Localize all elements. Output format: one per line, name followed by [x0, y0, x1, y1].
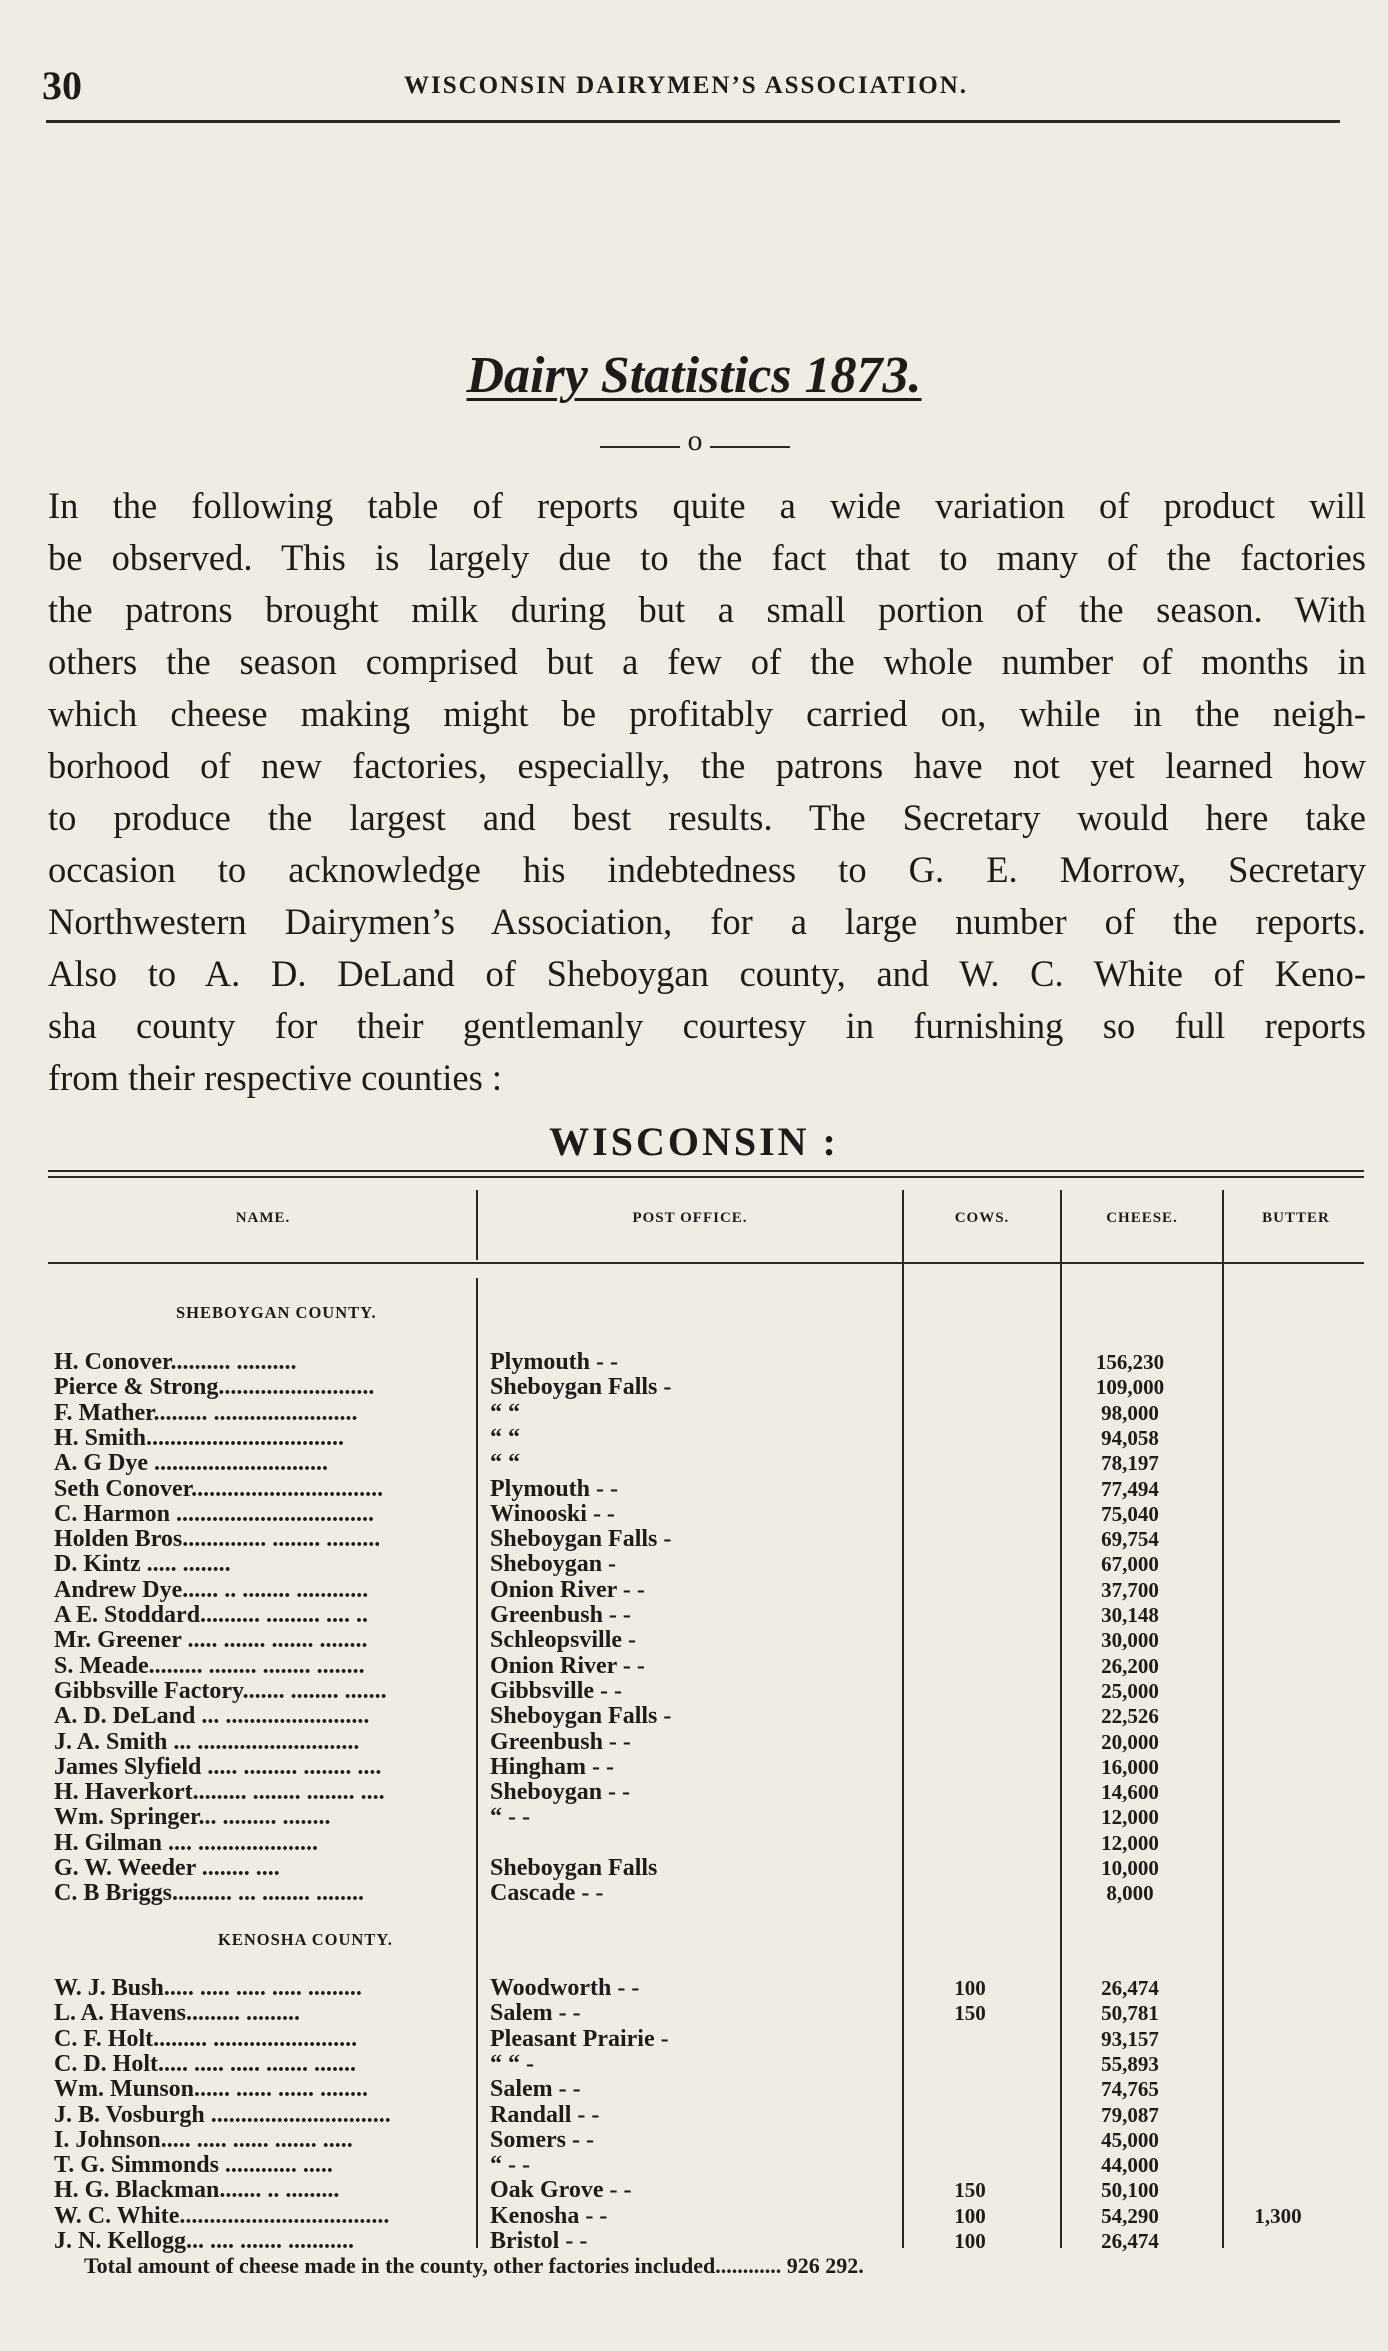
cell-post-office: Plymouth - -	[490, 1475, 618, 1502]
cell-name: Gibbsville Factory....... ........ .......	[54, 1678, 387, 1704]
cell-cheese: 98,000	[1101, 1400, 1159, 1425]
table-row	[50, 1375, 1350, 1400]
cell-name: H. Gilman .... ....................	[54, 1830, 319, 1856]
ornament-line-right	[710, 446, 790, 448]
table-row	[50, 1856, 1350, 1881]
table-row	[50, 1805, 1350, 1830]
intro-line: the patrons brought milk during but a small portion of the season. With	[48, 589, 1366, 630]
cell-post-office: Gibbsville - -	[490, 1677, 623, 1704]
cell-post-office: Greenbush - -	[490, 1602, 631, 1628]
table-row	[50, 1401, 1350, 1426]
running-head	[36, 62, 1336, 112]
cell-cheese: 44,000	[1101, 2153, 1159, 2178]
cell-name: C. Harmon .................................	[54, 1501, 374, 1527]
table-row	[50, 1780, 1350, 1805]
cell-post-office: “ - -	[490, 1804, 530, 1831]
header-rule	[46, 120, 1340, 123]
cell-cheese: 54,290	[1101, 2203, 1159, 2228]
table-row	[50, 1552, 1350, 1577]
table-row	[50, 1679, 1350, 1704]
cell-cheese: 79,087	[1101, 2102, 1159, 2127]
cell-post-office: Schleopsville -	[490, 1627, 637, 1654]
state-heading: WISCONSIN :	[549, 1119, 839, 1164]
cell-post-office: Sheboygan -	[490, 1551, 617, 1578]
ornament-o: o	[687, 424, 703, 457]
cell-name: Mr. Greener ..... ....... ....... ........	[54, 1628, 368, 1654]
cell-post-office: Salem - -	[490, 2000, 581, 2027]
intro-paragraph	[48, 480, 1366, 1104]
cell-post-office: Onion River - -	[490, 1652, 645, 1679]
cell-name: C. B Briggs.......... ... ........ ........	[54, 1881, 365, 1907]
cell-name: Holden Bros.............. ........ .........	[54, 1527, 381, 1553]
table-row	[50, 1831, 1350, 1856]
cell-name: James Slyfield ..... ......... ........ ....	[54, 1754, 382, 1780]
intro-line: sha county for their gentlemanly courtesy in furnishing so full reports	[48, 1005, 1366, 1046]
cell-post-office: “ “ -	[490, 2050, 534, 2077]
cell-name: I. Johnson..... ..... ...... ....... .....	[54, 2127, 353, 2153]
cell-post-office: “ “	[490, 1450, 520, 1477]
cell-cheese: 55,893	[1101, 2051, 1159, 2076]
table-row	[50, 2204, 1350, 2229]
column-header-name: NAME.	[235, 1210, 291, 1226]
cell-cheese: 75,040	[1101, 1501, 1159, 1526]
column-header-cheese: CHEESE.	[1106, 1210, 1178, 1226]
cell-name: H. Smith.................................	[54, 1425, 345, 1451]
table-top-rule-2	[48, 1176, 1364, 1178]
table-row	[50, 1730, 1350, 1755]
table-row	[50, 2052, 1350, 2077]
table-row	[50, 1426, 1350, 1451]
cell-name: G. W. Weeder ........ ....	[54, 1856, 280, 1881]
cell-cheese: 93,157	[1101, 2026, 1159, 2051]
cell-post-office: “ “	[490, 1424, 520, 1451]
intro-line: from their respective counties :	[48, 1057, 503, 1098]
cell-post-office: Onion River - -	[490, 1576, 645, 1603]
cell-cheese: 77,494	[1101, 1476, 1159, 1501]
table-row	[50, 1603, 1350, 1628]
cell-name: J. N. Kellogg... .... ....... ...........	[54, 2229, 354, 2254]
cell-cheese: 14,600	[1101, 1780, 1159, 1805]
table-row	[50, 2128, 1350, 2153]
cell-butter: 1,300	[1254, 2203, 1302, 2228]
cell-name: C. D. Holt..... ..... ..... ....... .......	[54, 2051, 356, 2077]
county-heading-sheboygan: SHEBOYGAN COUNTY.	[176, 1303, 377, 1322]
cell-name: S. Meade......... ........ ........ ........	[54, 1653, 365, 1679]
cell-post-office: Sheboygan Falls -	[490, 1703, 672, 1730]
cell-cows: 150	[954, 2178, 986, 2203]
intro-line: Northwestern Dairymen’s Association, for a large number of the reports.	[48, 901, 1366, 942]
cell-cheese: 156,230	[1095, 1350, 1165, 1374]
cell-name: H. Haverkort......... ........ ........ ....	[54, 1780, 385, 1806]
cell-post-office: Pleasant Prairie -	[490, 2025, 669, 2052]
table-top-rule	[48, 1170, 1364, 1172]
cell-name: W. C. White...................................	[54, 2203, 390, 2229]
cell-post-office: Greenbush - -	[490, 1728, 631, 1755]
cell-post-office: Sheboygan Falls -	[490, 1374, 672, 1401]
cell-post-office: Randall - -	[490, 2101, 600, 2128]
table-row	[50, 1654, 1350, 1679]
column-header-cows: COWS.	[954, 1210, 1010, 1226]
cell-post-office: Plymouth - -	[490, 1349, 618, 1375]
cell-cheese: 16,000	[1101, 1754, 1159, 1779]
cell-cheese: 30,000	[1101, 1628, 1159, 1653]
intro-line: Also to A. D. DeLand of Sheboygan county, and W. C. White of Keno-	[48, 953, 1366, 994]
cell-post-office: Salem - -	[490, 2076, 581, 2103]
table-row	[50, 2001, 1350, 2026]
cell-post-office: “ - -	[490, 2152, 530, 2179]
cell-cheese: 67,000	[1101, 1552, 1159, 1577]
cell-name: Seth Conover................................	[54, 1476, 384, 1502]
cell-cheese: 45,000	[1101, 2127, 1159, 2152]
cell-post-office: Sheboygan - -	[490, 1779, 631, 1806]
cell-cows: 100	[954, 2203, 986, 2228]
table-row	[50, 1976, 1350, 2001]
county-total-line: Total amount of cheese made in the county, other factories included............ 926 292.	[84, 2253, 864, 2278]
cell-cheese: 37,700	[1101, 1577, 1159, 1602]
table-row	[50, 2153, 1350, 2178]
cell-name: J. B. Vosburgh ..............................	[54, 2102, 391, 2128]
cell-post-office: Oak Grove - -	[490, 2177, 632, 2204]
cell-cheese: 94,058	[1101, 1425, 1159, 1450]
cell-cheese: 8,000	[1106, 1881, 1154, 1906]
cell-cows: 100	[954, 2229, 986, 2253]
cell-name: F. Mather......... ........................	[54, 1400, 358, 1426]
cell-name: D. Kintz ..... ........	[54, 1552, 231, 1578]
title-ornament	[600, 424, 790, 464]
cell-name: A. G Dye .............................	[54, 1451, 328, 1477]
table-row	[50, 1350, 1350, 1375]
cell-post-office: Woodworth - -	[490, 1975, 640, 2001]
table-header-rule	[48, 1262, 1364, 1264]
cell-post-office: Hingham - -	[490, 1753, 615, 1780]
cell-cheese: 26,474	[1101, 1976, 1159, 2000]
cell-name: H. G. Blackman....... .. .........	[54, 2178, 340, 2204]
intro-line: which cheese making might be profitably carried on, while in the neigh-	[48, 693, 1366, 734]
cell-cheese: 22,526	[1101, 1704, 1159, 1729]
cell-name: J. A. Smith ... ...........................	[54, 1729, 360, 1755]
table-row	[50, 1755, 1350, 1780]
cell-cheese: 12,000	[1101, 1830, 1159, 1855]
cell-name: Wm. Munson...... ...... ...... ........	[54, 2077, 369, 2103]
cell-name: T. G. Simmonds ............ .....	[54, 2153, 333, 2179]
intro-line: to produce the largest and best results. The Secretary would here take	[48, 797, 1366, 838]
cell-name: L. A. Havens......... .........	[54, 2001, 301, 2027]
cell-post-office: Sheboygan Falls	[490, 1855, 658, 1881]
journal-title: WISCONSIN DAIRYMEN’S ASSOCIATION.	[403, 72, 969, 99]
table-row	[50, 1451, 1350, 1476]
cell-cheese: 26,474	[1101, 2229, 1159, 2253]
cell-cows: 150	[954, 2001, 986, 2026]
table-row	[50, 1502, 1350, 1527]
cell-name: Andrew Dye...... .. ........ ............	[54, 1577, 369, 1603]
cell-cows: 100	[954, 1976, 986, 2000]
cell-post-office: Winooski - -	[490, 1500, 615, 1527]
cell-cheese: 50,100	[1101, 2178, 1159, 2203]
cell-post-office: “ “	[490, 1399, 520, 1426]
cell-cheese: 69,754	[1101, 1527, 1159, 1552]
table-row	[50, 2103, 1350, 2128]
table-row	[50, 1477, 1350, 1502]
table-row	[50, 1881, 1350, 1906]
cell-name: C. F. Holt......... ........................	[54, 2026, 358, 2052]
intro-line: borhood of new factories, especially, the patrons have not yet learned how	[48, 745, 1366, 786]
cell-cheese: 74,765	[1101, 2077, 1159, 2102]
table-row	[50, 2178, 1350, 2203]
cell-cheese: 12,000	[1101, 1805, 1159, 1830]
table-row	[50, 1704, 1350, 1729]
cell-cheese: 26,200	[1101, 1653, 1159, 1678]
cell-name: W. J. Bush..... ..... ..... ..... .........	[54, 1976, 362, 2001]
cell-name: Pierce & Strong..........................	[54, 1375, 375, 1401]
cell-post-office: Somers - -	[490, 2126, 594, 2153]
table-row	[50, 2077, 1350, 2102]
cell-cheese: 30,148	[1101, 1603, 1159, 1627]
intro-line: In the following table of reports quite a wide variation of product will	[48, 485, 1366, 526]
table-row	[50, 1527, 1350, 1552]
article-title: Dairy Statistics 1873.	[466, 347, 922, 404]
cell-post-office: Kenosha - -	[490, 2202, 608, 2229]
table-row	[50, 2229, 1350, 2254]
cell-cheese: 25,000	[1101, 1678, 1159, 1703]
intro-line: be observed. This is largely due to the fact that to many of the factories	[48, 537, 1366, 578]
cell-name: H. Conover.......... ..........	[54, 1350, 297, 1375]
county-heading-kenosha: KENOSHA COUNTY.	[218, 1930, 393, 1949]
page-number: 30	[42, 63, 82, 108]
intro-line: occasion to acknowledge his indebtedness to G. E. Morrow, Secretary	[48, 849, 1366, 890]
cell-name: Wm. Springer... ......... ........	[54, 1805, 331, 1831]
cell-cheese: 50,781	[1101, 2001, 1159, 2026]
table-row	[50, 1578, 1350, 1603]
intro-line: others the season comprised but a few of the whole number of months in	[48, 641, 1366, 682]
cell-cheese: 78,197	[1101, 1451, 1159, 1476]
cell-post-office: Cascade - -	[490, 1880, 604, 1907]
cell-post-office: Sheboygan Falls -	[490, 1526, 672, 1553]
cell-name: A. D. DeLand ... ........................	[54, 1704, 370, 1730]
column-header-post-office: POST OFFICE.	[632, 1210, 748, 1226]
cell-cheese: 20,000	[1101, 1729, 1159, 1754]
ornament-line-left	[600, 446, 680, 448]
cell-post-office: Bristol - -	[490, 2228, 588, 2254]
cell-cheese: 109,000	[1095, 1375, 1165, 1400]
table-row	[50, 2027, 1350, 2052]
cell-cheese: 10,000	[1101, 1856, 1159, 1880]
column-header-butter: BUTTER	[1262, 1210, 1330, 1226]
cell-name: A E. Stoddard.......... ......... .... ..	[54, 1603, 369, 1628]
table-row	[50, 1628, 1350, 1653]
